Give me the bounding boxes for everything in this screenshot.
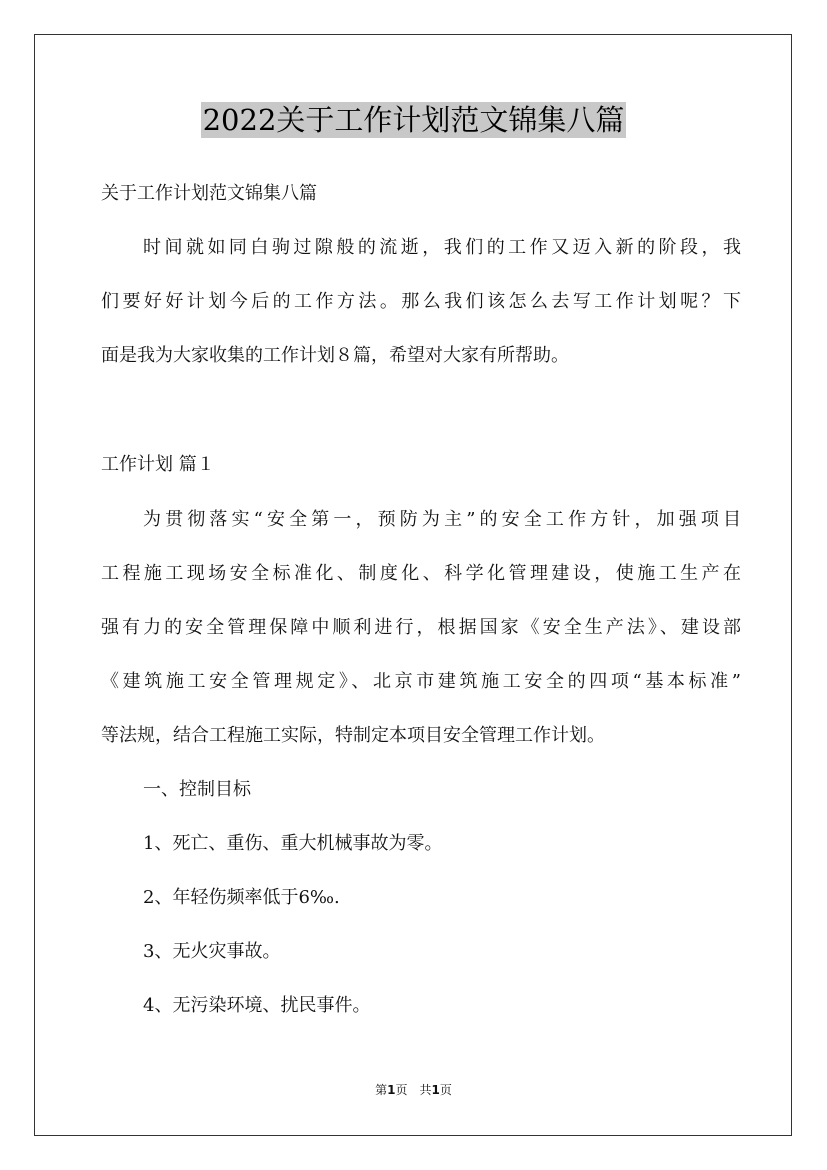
target-item-2: 2、年轻伤频率低于6‰. [143,887,340,908]
para1-line-1: 为贯彻落实“安全第一，预防为主”的安全工作方针，加强项目 [143,509,741,530]
intro-line-2: 们要好好计划今后的工作方法。那么我们该怎么去写工作计划呢？下 [101,291,741,312]
target-item-3: 3、无火灾事故。 [143,941,281,962]
document-title: 2022关于工作计划范文锦集八篇 [202,103,625,137]
intro-line-3: 面是我为大家收集的工作计划８篇，希望对大家有所帮助。 [101,345,569,366]
para1-line-3: 强有力的安全管理保障中顺利进行，根据国家《安全生产法》、建设部 [101,617,741,638]
target-item-1: 1、死亡、重伤、重大机械事故为零。 [143,833,443,854]
para1-line-4: 《建筑施工安全管理规定》、北京市建筑施工安全的四项“基本标准” [101,671,741,692]
section-heading: 工作计划 篇１ [101,454,215,475]
para1-line-2: 工程施工现场安全标准化、制度化、科学化管理建设，使施工生产在 [101,563,741,584]
total-page-number: 1 [431,1083,440,1097]
para1-line-5: 等法规，结合工程施工实际，特制定本项目安全管理工作计划。 [101,725,605,746]
intro-line-1: 时间就如同白驹过隙般的流逝，我们的工作又迈入新的阶段，我 [143,237,741,258]
current-page-number: 1 [387,1083,396,1097]
target-item-4: 4、无污染环境、扰民事件。 [143,995,371,1016]
control-heading: 一、控制目标 [143,779,251,800]
document-subtitle: 关于工作计划范文锦集八篇 [101,183,317,204]
page-footer: 第1页 共1页 [375,1083,452,1097]
